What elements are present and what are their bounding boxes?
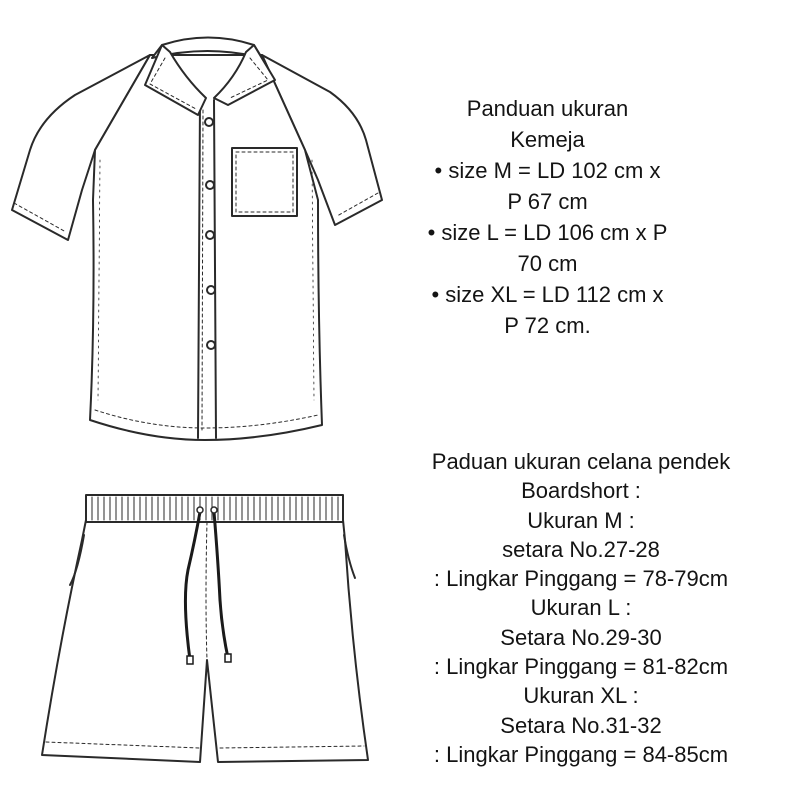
shirt-size-l-cont: 70 cm: [517, 251, 578, 276]
shorts-illustration-icon: [42, 495, 368, 762]
shirt-size-m-line: • size M = LD 102 cm x: [434, 158, 661, 183]
shorts-size-l-waist: : Lingkar Pinggang = 81-82cm: [433, 654, 729, 680]
shirt-guide-subtitle: Kemeja: [510, 127, 585, 152]
shorts-size-guide: [400, 447, 762, 769]
shorts-size-xl-equiv: Setara No.31-32: [500, 712, 662, 738]
shirt-size-m-cont: P 67 cm: [507, 189, 588, 214]
shirt-size-guide: [395, 93, 700, 341]
shorts-size-m-waist: : Lingkar Pinggang = 78-79cm: [433, 566, 729, 592]
shirt-size-l-line: • size L = LD 106 cm x P: [427, 220, 668, 245]
shirt-size-xl-line: • size XL = LD 112 cm x: [431, 282, 664, 307]
shorts-size-xl-waist: : Lingkar Pinggang = 84-85cm: [433, 741, 729, 767]
shorts-size-m-label: Ukuran M :: [527, 507, 635, 533]
shorts-size-m-equiv: setara No.27-28: [502, 536, 660, 562]
shorts-guide-subtitle: Boardshort :: [521, 478, 641, 504]
shorts-size-l-equiv: Setara No.29-30: [500, 624, 662, 650]
shorts-size-xl-label: Ukuran XL :: [523, 683, 639, 709]
shorts-guide-title: Paduan ukuran celana pendek: [431, 449, 731, 474]
shirt-size-xl-cont: P 72 cm.: [504, 313, 591, 338]
shorts-size-l-label: Ukuran L :: [530, 595, 632, 621]
shirt-guide-title: Panduan ukuran: [466, 96, 629, 121]
shirt-illustration-icon: [12, 38, 382, 441]
